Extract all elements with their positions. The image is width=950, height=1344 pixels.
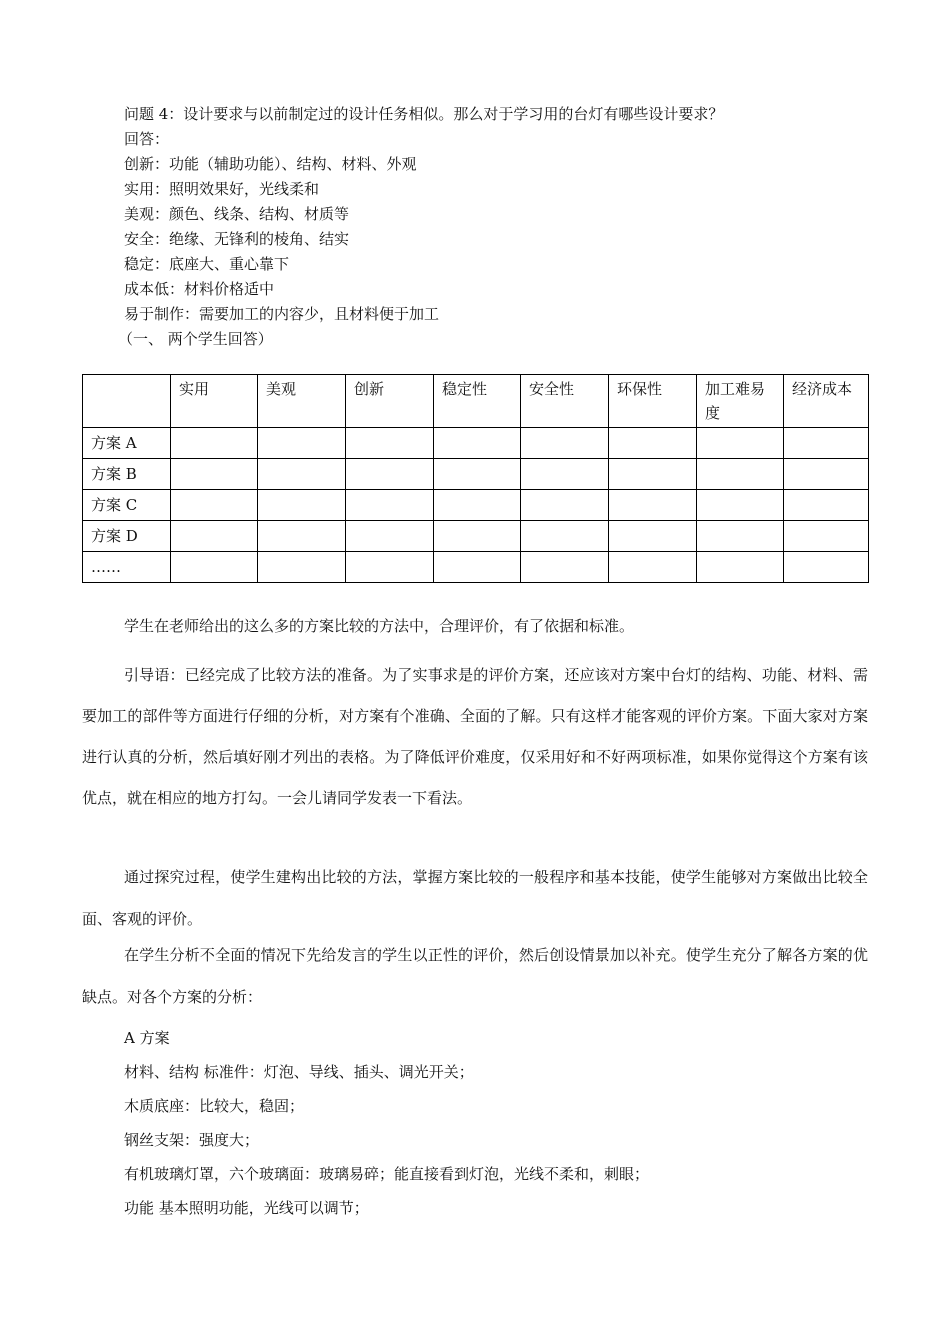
table-cell[interactable] xyxy=(171,552,258,583)
list-item: 材料、结构 标准件：灯泡、导线、插头、调光开关； xyxy=(124,1063,474,1081)
table-cell[interactable] xyxy=(434,521,521,552)
requirement-aesthetic: 美观：颜色、线条、结构、材质等 xyxy=(124,205,350,223)
list-item: 有机玻璃灯罩，六个玻璃面：玻璃易碎；能直接看到灯泡，光线不柔和，刺眼； xyxy=(124,1165,650,1183)
table-cell[interactable] xyxy=(171,490,258,521)
table-cell[interactable] xyxy=(609,552,697,583)
table-cell[interactable] xyxy=(258,428,346,459)
table-cell[interactable] xyxy=(521,490,609,521)
evaluation-table xyxy=(82,374,869,583)
header-practical: 实用 xyxy=(171,375,258,428)
table-header-row xyxy=(83,375,869,428)
table-cell[interactable] xyxy=(697,552,784,583)
students-answer-note: （一、 两个学生回答） xyxy=(118,330,273,348)
header-safety: 安全性 xyxy=(521,375,609,428)
requirement-innovation: 创新：功能（辅助功能）、结构、材料、外观 xyxy=(124,155,417,173)
row-label: 方案 A xyxy=(83,428,171,459)
paragraph-guidance: 引导语：已经完成了比较方法的准备。为了实事求是的评价方案，还应该对方案中台灯的结构、功能、材料、需要加工的部件等方面进行仔细的分析，对方案有个准确、全面的了解。只有这样才能客观的评价方案。下面大家对方案进行认真的分析，然后填好刚才列出的表格。为了降低评价难度，仅采用好和不好两项标准，如果你觉得这个方案有该优点，就在相应的地方打勾。一会儿请同学发表一下看法。 xyxy=(82,666,868,807)
requirement-easy-make: 易于制作：需要加工的内容少，且材料便于加工 xyxy=(124,305,440,323)
answer-label: 回答： xyxy=(124,130,170,148)
paragraph-criteria: 学生在老师给出的这么多的方案比较的方法中，合理评价，有了依据和标准。 xyxy=(124,617,635,635)
requirement-stability: 稳定：底座大、重心靠下 xyxy=(124,255,290,273)
row-label: …… xyxy=(83,552,171,583)
analysis-section xyxy=(82,856,868,1225)
paragraph-process: 通过探究过程，使学生建构出比较的方法，掌握方案比较的一般程序和基本技能，使学生能够对方案做出比较全面、客观的评价。 xyxy=(82,868,868,928)
table-cell[interactable] xyxy=(258,521,346,552)
table-cell[interactable] xyxy=(609,428,697,459)
table-row xyxy=(83,490,869,521)
table-row xyxy=(83,521,869,552)
table-cell[interactable] xyxy=(697,428,784,459)
header-innovation: 创新 xyxy=(346,375,434,428)
requirement-safety: 安全：绝缘、无锋利的棱角、结实 xyxy=(124,230,350,248)
plan-a-title: A 方案 xyxy=(124,1029,170,1047)
plan-a-analysis xyxy=(82,1021,868,1225)
table-cell[interactable] xyxy=(434,428,521,459)
row-label: 方案 D xyxy=(83,521,171,552)
table-row xyxy=(83,428,869,459)
table-cell[interactable] xyxy=(609,521,697,552)
table-cell[interactable] xyxy=(434,552,521,583)
table-cell[interactable] xyxy=(784,428,869,459)
table-cell[interactable] xyxy=(434,459,521,490)
list-item: 功能 基本照明功能，光线可以调节； xyxy=(124,1199,369,1217)
table-cell[interactable] xyxy=(346,552,434,583)
table-row xyxy=(83,459,869,490)
table-cell[interactable] xyxy=(784,459,869,490)
table-cell[interactable] xyxy=(521,428,609,459)
table-cell[interactable] xyxy=(171,428,258,459)
table-cell[interactable] xyxy=(258,552,346,583)
table-cell[interactable] xyxy=(609,490,697,521)
table-row xyxy=(83,552,869,583)
requirement-low-cost: 成本低：材料价格适中 xyxy=(124,280,275,298)
table-cell[interactable] xyxy=(521,459,609,490)
table-cell[interactable] xyxy=(258,459,346,490)
table-cell[interactable] xyxy=(521,552,609,583)
table-cell[interactable] xyxy=(346,428,434,459)
table-cell[interactable] xyxy=(258,490,346,521)
requirements-section xyxy=(118,102,884,352)
header-stability: 稳定性 xyxy=(434,375,521,428)
table-cell[interactable] xyxy=(697,521,784,552)
table-cell[interactable] xyxy=(346,521,434,552)
header-aesthetic: 美观 xyxy=(258,375,346,428)
table-cell[interactable] xyxy=(171,459,258,490)
table-cell[interactable] xyxy=(346,490,434,521)
question-line: 问题 4：设计要求与以前制定过的设计任务相似。那么对于学习用的台灯有哪些设计要求？ xyxy=(124,105,724,123)
table-cell[interactable] xyxy=(434,490,521,521)
list-item: 钢丝支架：强度大； xyxy=(124,1131,260,1149)
table-cell[interactable] xyxy=(521,521,609,552)
table-cell[interactable] xyxy=(784,552,869,583)
evaluation-section xyxy=(82,606,868,819)
paragraph-analysis-intro: 在学生分析不全面的情况下先给发言的学生以正性的评价，然后创设情景加以补充。使学生充分了解各方案的优缺点。对各个方案的分析： xyxy=(82,946,868,1006)
row-label: 方案 B xyxy=(83,459,171,490)
table-cell[interactable] xyxy=(784,490,869,521)
table-corner-cell xyxy=(83,375,171,428)
header-eco: 环保性 xyxy=(609,375,697,428)
row-label: 方案 C xyxy=(83,490,171,521)
table-cell[interactable] xyxy=(784,521,869,552)
requirement-practical: 实用：照明效果好，光线柔和 xyxy=(124,180,320,198)
header-difficulty: 加工难易度 xyxy=(697,375,784,428)
table-cell[interactable] xyxy=(171,521,258,552)
table-cell[interactable] xyxy=(697,459,784,490)
table-cell[interactable] xyxy=(609,459,697,490)
table-cell[interactable] xyxy=(346,459,434,490)
table-cell[interactable] xyxy=(697,490,784,521)
list-item: 木质底座：比较大，稳固； xyxy=(124,1097,305,1115)
header-cost: 经济成本 xyxy=(784,375,869,428)
